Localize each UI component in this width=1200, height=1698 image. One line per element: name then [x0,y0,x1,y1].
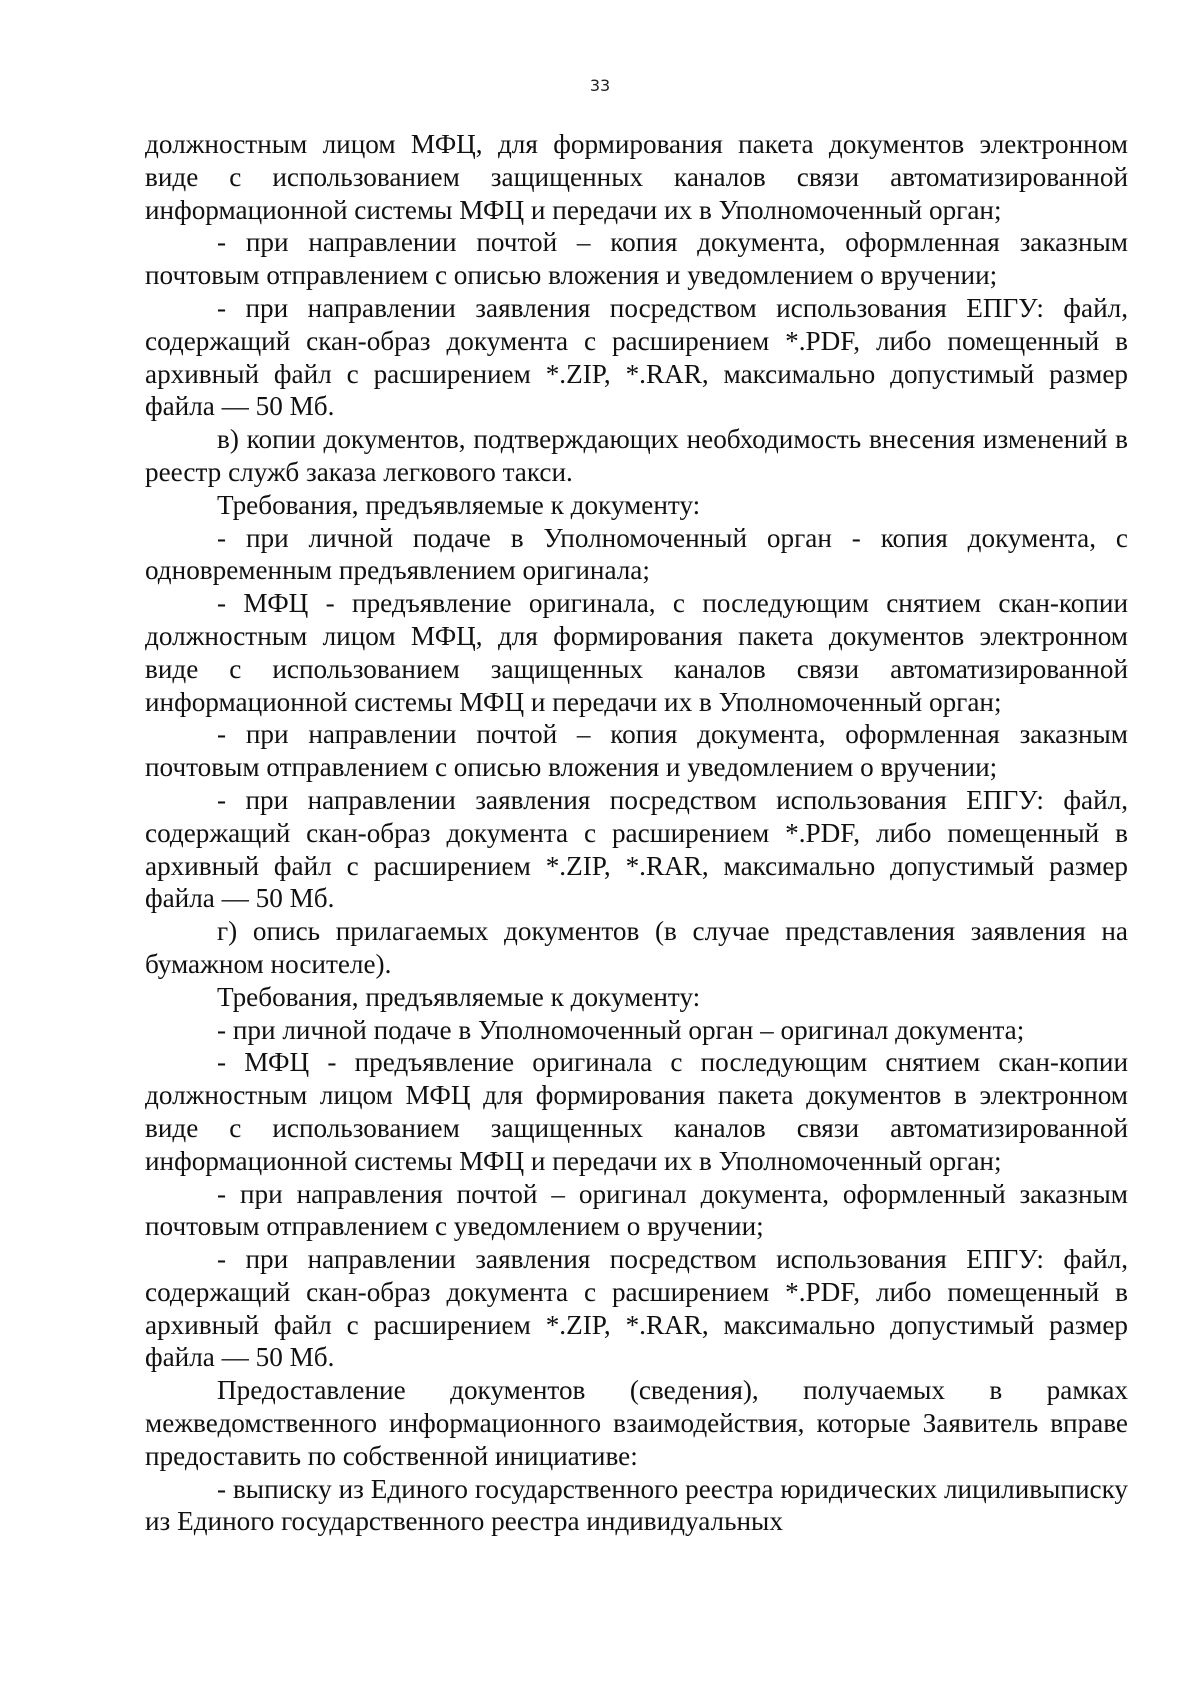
paragraph: Предоставление документов (сведения), получаемых в рамках межведомственного информационного взаимодействия, которые Заявитель вправе предоставить по собственной инициативе: [145,1375,1128,1471]
document-body [145,128,1128,1538]
paragraph: - выписку из Единого государственного реестра юридических лициливыписку из Единого государственного реестра индивидуальных [145,1473,1128,1537]
paragraph: Требования, предъявляемые к документу: [217,489,701,520]
paragraph: г) опись прилагаемых документов (в случае представления заявления на бумажном носителе). [145,916,1128,979]
paragraph: - при личной подаче в Уполномоченный орган – оригинал документа; [217,1014,1025,1045]
paragraph: - при личной подаче в Уполномоченный орган - копия документа, с одновременным предъявлением оригинала; [145,522,1128,586]
paragraph: Требования, предъявляемые к документу: [217,981,701,1012]
paragraph: - при направления почтой – оригинал документа, оформленный заказным почтовым отправлением с уведомлением о вручении; [145,1178,1128,1242]
paragraph-continuation: должностным лицом МФЦ, для формирования пакета документов электронном виде с использованием защищенных каналов связи автоматизированной информационной системы МФЦ и передачи их в Уполномоченный орган; [145,129,1128,225]
paragraph: - при направлении заявления посредством использования ЕПГУ: файл, содержащий скан-образ документа с расширением *.PDF, либо помещенный в архивный файл с расширением *.ZIP, *.RAR, максимально допустимый размер файла — 50 Мб. [145,784,1128,914]
paragraph: - при направлении почтой – копия документа, оформленная заказным почтовым отправлением с описью вложения и уведомлением о вручении; [145,227,1128,291]
paragraph: - при направлении почтой – копия документа, оформленная заказным почтовым отправлением с описью вложения и уведомлением о вручении; [145,719,1128,783]
paragraph: в) копии документов, подтверждающих необходимость внесения изменений в реестр служб заказа легкового такси. [145,424,1128,487]
paragraph: - МФЦ - предъявление оригинала, с последующим снятием скан-копии должностным лицом МФЦ, для формирования пакета документов электронном виде с использованием защищенных каналов связи автоматизированной информационной системы МФЦ и передачи их в Уполномоченный орган; [145,588,1128,717]
page-number: 33 [589,76,611,95]
paragraph: - при направлении заявления посредством использования ЕПГУ: файл, содержащий скан-образ документа с расширением *.PDF, либо помещенный в архивный файл с расширением *.ZIP, *.RAR, максимально допустимый размер файла — 50 Мб. [145,1244,1128,1373]
paragraph: - МФЦ - предъявление оригинала с последующим снятием скан-копии должностным лицом МФЦ для формирования пакета документов в электронном виде с использованием защищенных каналов связи автоматизированной информационной системы МФЦ и передачи их в Уполномоченный орган; [145,1047,1128,1176]
paragraph: - при направлении заявления посредством использования ЕПГУ: файл, содержащий скан-образ документа с расширением *.PDF, либо помещенный в архивный файл с расширением *.ZIP, *.RAR, максимально допустимый размер файла — 50 Мб. [145,292,1128,422]
